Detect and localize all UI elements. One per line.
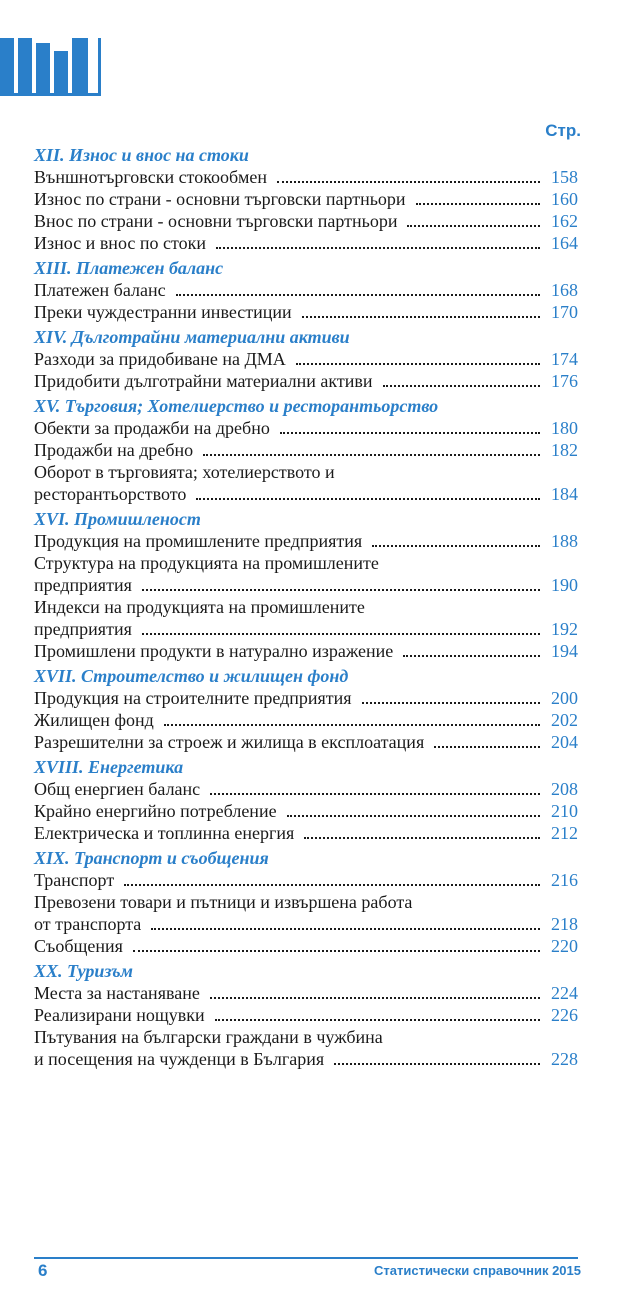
toc-entry[interactable] (34, 913, 578, 935)
toc-entry[interactable] (34, 709, 578, 731)
section-title: XIV. Дълготрайни материални активи (34, 327, 350, 347)
entry-label: Крайно енергийно потребление (34, 801, 277, 821)
entry-page-number: 180 (551, 418, 578, 438)
toc-entry[interactable] (34, 982, 578, 1004)
entry-page-number: 170 (551, 302, 578, 322)
logo-bar (72, 38, 88, 93)
entry-page-number: 220 (551, 936, 578, 956)
dot-leader (334, 1062, 540, 1065)
entry-page-number: 190 (551, 575, 578, 595)
dot-leader (196, 497, 540, 500)
toc-entry[interactable] (34, 618, 578, 640)
entry-label: Съобщения (34, 936, 123, 956)
dot-leader (216, 246, 540, 249)
entry-label: Износ и внос по стоки (34, 233, 207, 253)
toc-section (34, 326, 578, 392)
dot-leader (304, 836, 540, 839)
section-title: XX. Туризъм (34, 961, 133, 981)
dot-leader (277, 180, 540, 183)
entry-label: Електрическа и топлинна енергия (34, 823, 295, 843)
entry-label: Жилищен фонд (34, 710, 154, 730)
toc-entry[interactable] (34, 279, 578, 301)
dot-leader (383, 384, 540, 387)
logo-bar (54, 51, 68, 93)
entry-page-number: 158 (551, 167, 578, 187)
toc-entry[interactable] (34, 210, 578, 232)
toc-entry[interactable] (34, 778, 578, 800)
footer-page-number: 6 (38, 1261, 48, 1280)
section-title: XIII. Платежен баланс (34, 258, 224, 278)
entry-page-number: 224 (551, 983, 578, 1003)
dot-leader (164, 723, 540, 726)
toc-section (34, 847, 578, 957)
entry-label: Продукция на строителните предприятия (34, 688, 352, 708)
toc-entry[interactable] (34, 640, 578, 662)
entry-page-number: 202 (551, 710, 578, 730)
toc-entry[interactable] (34, 348, 578, 370)
entry-page-number: 182 (551, 440, 578, 460)
entry-page-number: 160 (551, 189, 578, 209)
entry-label: ресторантьорството (34, 484, 187, 504)
logo-bar (0, 38, 14, 93)
entry-label: Обекти за продажби на дребно (34, 418, 270, 438)
footer-publication-title: Статистически справочник 2015 (374, 1263, 581, 1278)
dot-leader (280, 431, 540, 434)
entry-page-number: 204 (551, 732, 578, 752)
entry-label: Продажби на дребно (34, 440, 194, 460)
dot-leader (403, 654, 540, 657)
entry-label: Реализирани нощувки (34, 1005, 205, 1025)
entry-label-line1: Индекси на продукцията на промишлените (34, 597, 365, 617)
entry-label-line1: Превозени товари и пътници и извършена работа (34, 892, 413, 912)
dot-leader (302, 315, 540, 318)
entry-page-number: 226 (551, 1005, 578, 1025)
dot-leader (215, 1018, 540, 1021)
section-title: XVII. Строителство и жилищен фонд (34, 666, 349, 686)
entry-label: Места за настаняване (34, 983, 200, 1003)
entry-page-number: 208 (551, 779, 578, 799)
entry-page-number: 228 (551, 1049, 578, 1069)
dot-leader (210, 792, 540, 795)
toc-section (34, 508, 578, 662)
page-column-label: Стр. (545, 121, 581, 140)
dot-leader (434, 745, 540, 748)
toc-entry[interactable] (34, 417, 578, 439)
dot-leader (407, 224, 540, 227)
entry-label: Външнотърговски стокообмен (34, 167, 268, 187)
section-title: XVIII. Енергетика (34, 757, 184, 777)
dot-leader (142, 588, 540, 591)
entry-label-line1: Оборот в търговията; хотелиерството и (34, 462, 335, 482)
dot-leader (151, 927, 540, 930)
toc-entry[interactable] (34, 869, 578, 891)
toc-entry[interactable] (34, 687, 578, 709)
entry-label: Транспорт (34, 870, 115, 890)
toc-section (34, 144, 578, 254)
header-rule-vertical (98, 38, 101, 96)
entry-page-number: 162 (551, 211, 578, 231)
header-rule (0, 93, 99, 96)
table-of-contents (34, 144, 578, 1073)
toc-section (34, 257, 578, 323)
toc-entry[interactable] (34, 301, 578, 323)
entry-page-number: 194 (551, 641, 578, 661)
entry-label: Разрешителни за строеж и жилища в експлоатация (34, 732, 425, 752)
dot-leader (133, 949, 540, 952)
entry-page-number: 216 (551, 870, 578, 890)
toc-entry[interactable] (34, 574, 578, 596)
entry-label-line1: Структура на продукцията на промишлените (34, 553, 379, 573)
entry-label: Платежен баланс (34, 280, 166, 300)
section-title: XIX. Транспорт и съобщения (34, 848, 269, 868)
toc-entry[interactable] (34, 1048, 578, 1070)
entry-page-number: 164 (551, 233, 578, 253)
logo-bar (18, 38, 32, 93)
toc-entry[interactable] (34, 800, 578, 822)
entry-label: Преки чуждестранни инвестиции (34, 302, 292, 322)
toc-entry[interactable] (34, 530, 578, 552)
toc-section (34, 960, 578, 1070)
entry-label: и посещения на чужденци в България (34, 1049, 325, 1069)
toc-entry[interactable] (34, 1004, 578, 1026)
toc-entry[interactable] (34, 188, 578, 210)
dot-leader (142, 632, 540, 635)
toc-section (34, 756, 578, 844)
toc-entry[interactable] (34, 370, 578, 392)
toc-section (34, 665, 578, 753)
toc-entry[interactable] (34, 731, 578, 753)
dot-leader (296, 362, 540, 365)
dot-leader (362, 701, 540, 704)
toc-entry[interactable] (34, 483, 578, 505)
entry-page-number: 210 (551, 801, 578, 821)
dot-leader (416, 202, 540, 205)
dot-leader (210, 996, 540, 999)
entry-page-number: 218 (551, 914, 578, 934)
section-title: XII. Износ и внос на стоки (34, 145, 249, 165)
entry-page-number: 188 (551, 531, 578, 551)
entry-page-number: 176 (551, 371, 578, 391)
toc-entry[interactable] (34, 439, 578, 461)
entry-label: предприятия (34, 619, 132, 639)
footer-rule (34, 1257, 578, 1259)
entry-label: предприятия (34, 575, 132, 595)
section-title: XVI. Промишленост (34, 509, 201, 529)
entry-page-number: 212 (551, 823, 578, 843)
section-title: XV. Търговия; Хотелиерство и ресторантьорство (34, 396, 439, 416)
publication-logo (0, 38, 98, 93)
entry-label: Износ по страни - основни търговски партньори (34, 189, 406, 209)
entry-label: Внос по страни - основни търговски партньори (34, 211, 398, 231)
dot-leader (372, 544, 540, 547)
entry-label: Общ енергиен баланс (34, 779, 201, 799)
entry-page-number: 192 (551, 619, 578, 639)
entry-label: от транспорта (34, 914, 142, 934)
dot-leader (124, 883, 540, 886)
toc-entry[interactable] (34, 935, 578, 957)
entry-page-number: 200 (551, 688, 578, 708)
entry-label: Промишлени продукти в натурално изражение (34, 641, 394, 661)
toc-entry[interactable] (34, 822, 578, 844)
entry-page-number: 174 (551, 349, 578, 369)
dot-leader (203, 453, 540, 456)
logo-bar (36, 43, 50, 93)
entry-label-line1: Пътувания на български граждани в чужбина (34, 1027, 383, 1047)
toc-entry[interactable] (34, 166, 578, 188)
toc-entry[interactable] (34, 232, 578, 254)
entry-label: Разходи за придобиване на ДМА (34, 349, 286, 369)
entry-label: Придобити дълготрайни материални активи (34, 371, 373, 391)
entry-page-number: 184 (551, 484, 578, 504)
dot-leader (176, 293, 540, 296)
dot-leader (287, 814, 540, 817)
entry-page-number: 168 (551, 280, 578, 300)
toc-section (34, 395, 578, 505)
entry-label: Продукция на промишлените предприятия (34, 531, 363, 551)
